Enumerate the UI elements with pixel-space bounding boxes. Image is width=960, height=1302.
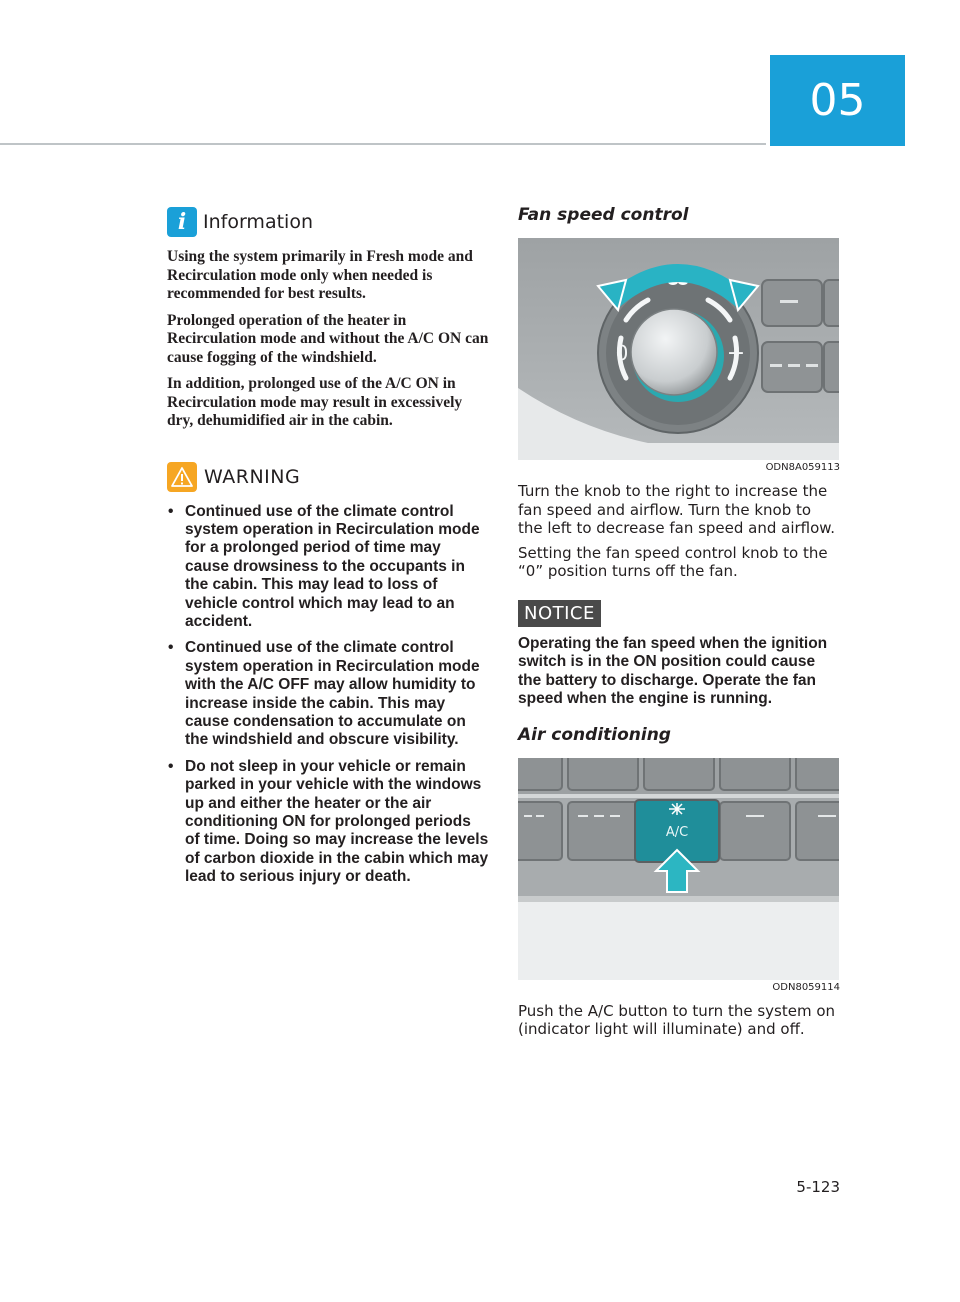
warning-title: WARNING — [204, 465, 301, 488]
air-conditioning-paragraph: Push the A/C button to turn the system on (indicator light will illuminate) and off. — [518, 1001, 836, 1038]
information-paragraph: Prolonged operation of the heater in Recirculation mode and without the A/C ON can cause fogging of the windshield. — [167, 311, 489, 366]
ac-button-label: A/C — [665, 824, 689, 840]
air-conditioning-figure — [518, 758, 839, 980]
ac-figure-code: ODN8059114 — [772, 981, 840, 993]
warning-item: • Do not sleep in your vehicle or remain parked in your vehicle with the windows up and either the heater or the air conditioning ON for prolonged periods of time. Doing so may increase the levels of carbon dioxide in the cabin which may lead to serious injury or death. — [168, 757, 489, 886]
notice-label: NOTICE — [518, 600, 601, 627]
information-header — [167, 205, 489, 239]
fan-figure-code: ODN8A059113 — [765, 462, 840, 473]
knob-min-label: 0 — [615, 341, 629, 365]
warning-item-text: Do not sleep in your vehicle or remain parked in your vehicle with the windows up and either the heater or the air conditioning ON for prolonged periods of time. Doing so may increase the levels of carbon dioxide in the cabin which may lead to serious injury or death. — [185, 757, 489, 886]
information-icon: i — [167, 207, 197, 237]
right-column — [518, 205, 840, 1039]
warning-item-text: Continued use of the climate control system operation in Recirculation mode with the A/C OFF may allow humidity to increase inside the cabin. This may cause condensation to accumulate on the windshield and obscure visibility. — [185, 639, 480, 749]
fan-speed-paragraph: Turn the knob to the right to increase the fan speed and airflow. Turn the knob to the left to decrease fan speed and airflow. — [518, 482, 835, 537]
fan-speed-figure — [518, 238, 839, 460]
header-rule — [0, 143, 766, 145]
chapter-tab: 05 — [770, 55, 905, 146]
information-paragraph: Using the system primarily in Fresh mode and Recirculation mode only when needed is recommended for best results. — [167, 248, 473, 302]
ac-button-illustration — [518, 758, 839, 980]
warning-item-text: Continued use of the climate control system operation in Recirculation mode for a prolonged period of time may cause drowsiness to the occupants in the cabin. This may lead to loss of vehicle control which may lead to an accident. — [185, 502, 480, 630]
fan-speed-title: Fan speed control — [518, 205, 689, 225]
left-column — [167, 205, 489, 895]
warning-list — [167, 503, 489, 887]
fan-speed-paragraph: Setting the fan speed control knob to the “0” position turns off the fan. — [518, 543, 828, 580]
warning-triangle-icon — [167, 462, 197, 492]
information-paragraph: In addition, prolonged use of the A/C ON in Recirculation mode may result in excessively dry, dehumidified air in the cabin. — [167, 375, 463, 429]
warning-item: • Continued use of the climate control system operation in Recirculation mode with the A/C OFF may allow humidity to increase inside the cabin. This may cause condensation to accumulate on the windshield and obscure visibility. — [168, 639, 480, 749]
fan-knob-illustration — [518, 238, 839, 460]
air-conditioning-title: Air conditioning — [518, 724, 671, 745]
warning-header — [167, 461, 489, 493]
notice-text: Operating the fan speed when the ignition switch is in the ON position could cause the battery to discharge. Operate the fan speed when the engine is running. — [518, 634, 828, 707]
warning-item: • Continued use of the climate control system operation in Recirculation mode for a prolonged period of time may cause drowsiness to the occupants in the cabin. This may lead to loss of vehicle control which may lead to an accident. — [168, 502, 480, 630]
page-number: 5-123 — [796, 1178, 840, 1196]
information-title: Information — [203, 211, 313, 233]
knob-max-label: + — [726, 341, 746, 366]
